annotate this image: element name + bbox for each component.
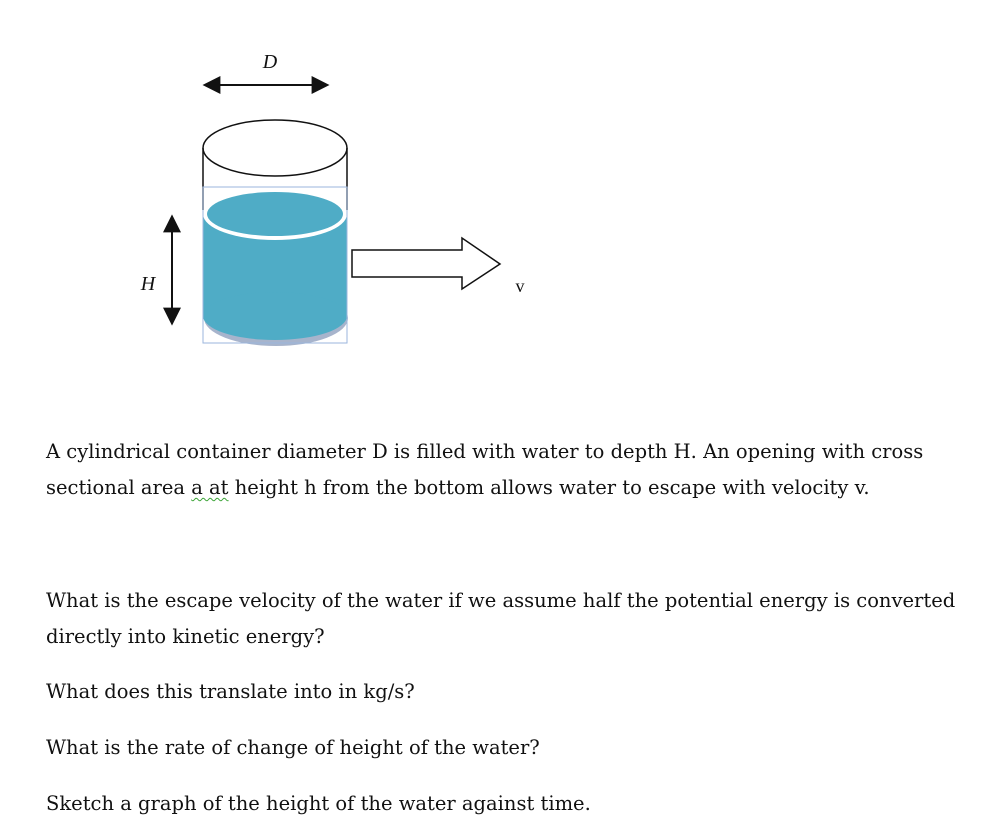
water-body	[203, 188, 348, 346]
cylinder-top-rim	[203, 120, 347, 176]
velocity-label: v	[515, 276, 525, 296]
question-1: What is the escape velocity of the water if we assume half the potential energy is converted directly into kinetic energy?	[46, 589, 956, 648]
problem-statement	[46, 434, 956, 506]
height-label: H	[140, 273, 156, 295]
question-3: What is the rate of change of height of the water?	[46, 736, 540, 759]
intro-text-1: A cylindrical container diameter D is filled with water to depth H. An opening with cross sectional area	[46, 440, 924, 499]
question-4: Sketch a graph of the height of the water against time.	[46, 792, 591, 815]
spellcheck-flagged-word[interactable]: a at	[191, 476, 229, 499]
outflow-arrow	[352, 238, 500, 289]
diameter-label: D	[262, 51, 278, 73]
intro-text-2: height h from the bottom allows water to escape with velocity v.	[228, 476, 870, 499]
question-2: What does this translate into in kg/s?	[46, 680, 415, 703]
